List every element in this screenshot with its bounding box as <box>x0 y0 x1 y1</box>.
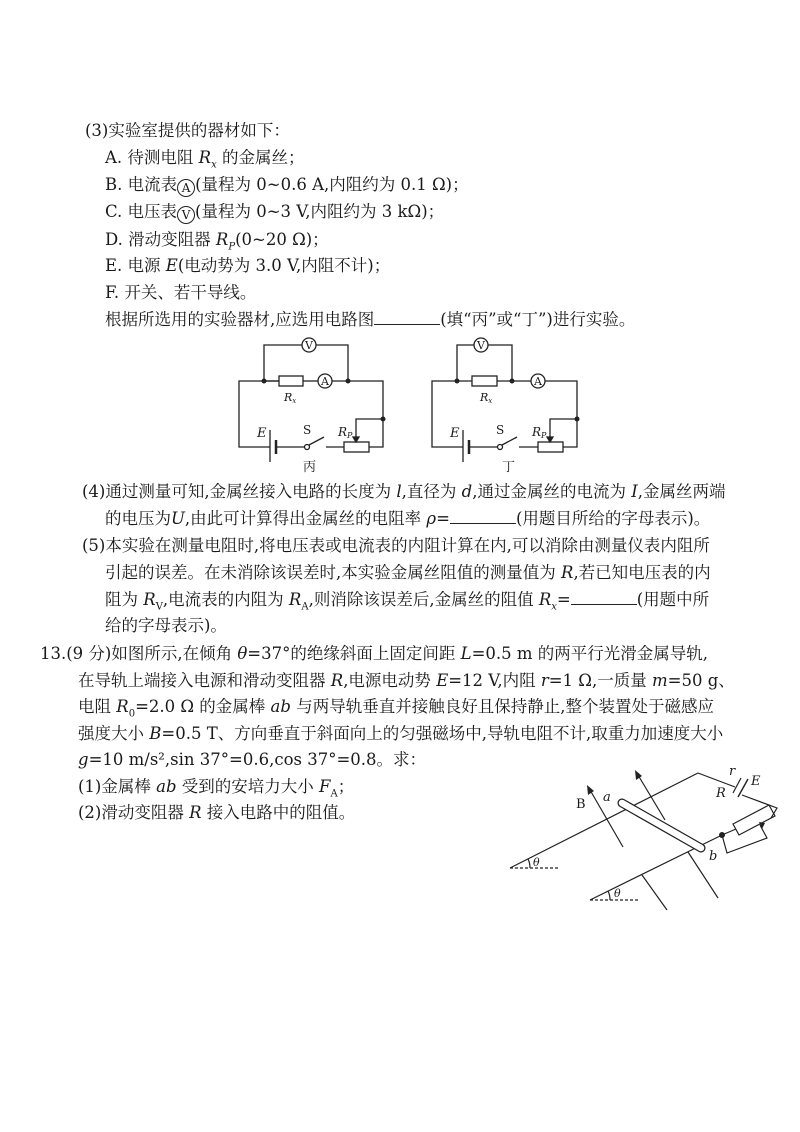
sub: x <box>551 601 557 613</box>
text: 与两导轨垂直并接触良好且保持静止,整个装置处于磁感应 <box>290 697 714 716</box>
slider-arrow <box>547 437 553 442</box>
var: B <box>149 724 162 743</box>
var: r <box>540 671 549 690</box>
q13-line3 <box>78 697 714 724</box>
slider-wire <box>722 825 767 853</box>
text: = <box>436 509 450 528</box>
var: ab <box>270 697 291 716</box>
q4-line2 <box>105 509 710 529</box>
switch-pivot <box>498 445 503 450</box>
node <box>575 417 580 422</box>
text: 电阻 <box>78 697 117 716</box>
q13-line5 <box>78 750 426 770</box>
node <box>346 379 351 384</box>
q13-sub2 <box>78 803 355 823</box>
node <box>455 379 460 384</box>
label-e: E <box>751 774 761 789</box>
var: F <box>319 777 331 796</box>
text: B. 电流表 <box>105 175 178 194</box>
text: (量程为 0~3 V,内阻约为 3 kΩ)； <box>195 202 445 221</box>
q3-item-f: F. 开关、若干导线。 <box>105 283 257 302</box>
angle-arc <box>528 859 530 868</box>
text: A. 待测电阻 <box>105 148 199 167</box>
node <box>262 379 267 384</box>
rheostat <box>733 805 775 835</box>
var: R <box>215 230 229 249</box>
sub: A <box>330 788 338 800</box>
text: (电动势为 3.0 V,内阻不计)； <box>177 256 391 275</box>
text: (用题目所给的字母表示)。 <box>515 509 711 528</box>
rheostat <box>538 442 563 452</box>
text: 的金属丝； <box>216 148 305 167</box>
label-theta: θ <box>533 856 540 869</box>
text: =37°的绝缘斜面上固定间距 <box>247 644 461 663</box>
label: E <box>257 426 267 441</box>
angle-arc <box>608 891 610 900</box>
upper-rail <box>510 773 698 868</box>
label-rx: Rx <box>480 391 493 405</box>
text: =50 g、 <box>667 671 735 690</box>
text: =10 m/s²,sin 37°=0.6,cos 37°=0.8。求： <box>88 750 427 769</box>
caption: 丙 <box>303 460 317 475</box>
text: ,通过金属丝的电流为 <box>472 482 632 501</box>
var: ab <box>156 777 177 796</box>
label-rp: RP <box>338 425 353 440</box>
text: (1)金属棒 <box>78 777 157 796</box>
label-rx: Rx <box>284 391 297 405</box>
q5-line2 <box>105 563 711 583</box>
slider-wire <box>550 419 577 440</box>
var: m <box>651 671 668 690</box>
circuit-ding <box>432 338 577 462</box>
text: ,由此可计算得出金属丝的电阻率 <box>184 509 427 528</box>
var: E <box>165 256 178 275</box>
incline-marks <box>587 770 765 838</box>
text: (4)通过测量可知,金属丝接入电路的长度为 <box>82 482 397 501</box>
q5-line1: (5)本实验在测量电阻时,将电压表或电流表的内阻计算在内,可以消除由测量仪表内阻所 <box>82 536 710 555</box>
text: (2)滑动变阻器 <box>78 803 190 822</box>
q4-line1 <box>82 482 726 502</box>
var: R <box>288 590 302 609</box>
metal-rod-fill <box>622 803 701 848</box>
label: A <box>534 375 542 388</box>
node <box>381 417 386 422</box>
q5-line3 <box>105 590 709 617</box>
text: (填“丙”或“丁”)进行实验。 <box>440 310 636 329</box>
text: 阻为 <box>105 590 144 609</box>
sub: V <box>155 601 163 613</box>
label: V <box>477 339 485 352</box>
circuit-ding-nodes <box>455 379 580 422</box>
text: ,电源电动势 <box>343 671 437 690</box>
label-theta: θ <box>614 887 621 900</box>
rheostat <box>344 442 369 452</box>
var: θ <box>237 644 248 663</box>
var: ρ <box>426 509 437 528</box>
text: 13.(9 分)如图所示,在倾角 <box>40 644 238 663</box>
text: E. 电源 <box>105 256 166 275</box>
var: R <box>189 803 202 822</box>
label-a: a <box>603 790 611 805</box>
text: (量程为 0~0.6 A,内阻约为 0.1 Ω)； <box>195 175 469 194</box>
text: 接入电路中的阻值。 <box>201 803 356 822</box>
switch-blade <box>502 437 517 445</box>
label-r-rheostat: R <box>716 786 726 801</box>
incline-figure <box>510 773 777 910</box>
node <box>719 832 725 838</box>
var: g <box>78 750 89 769</box>
resistor-rx <box>472 376 497 386</box>
var: l <box>396 482 402 501</box>
text: ,则消除该误差后,金属丝的阻值 <box>308 590 539 609</box>
q3-intro: (3)实验室提供的器材如下： <box>85 121 290 140</box>
text: C. 电压表 <box>105 202 178 221</box>
label: E <box>450 426 460 441</box>
var: R <box>561 563 574 582</box>
text: 在导轨上端接入电源和滑动变阻器 <box>78 671 331 690</box>
b-field-line <box>642 875 667 910</box>
var: R <box>330 671 344 690</box>
label-b: b <box>709 849 718 864</box>
text: ,直径为 <box>401 482 462 501</box>
arrow-head <box>635 770 642 780</box>
var: R <box>198 148 212 167</box>
slider-arrow <box>353 437 359 442</box>
text: 受到的安培力大小 <box>176 777 320 796</box>
label: A <box>321 375 329 388</box>
var: E <box>436 671 449 690</box>
label: S <box>303 423 312 437</box>
label: S <box>496 423 505 437</box>
node <box>510 379 515 384</box>
text: = <box>556 590 571 609</box>
text: 根据所选用的实验器材,应选用电路图 <box>105 310 375 329</box>
label-b-field: B <box>576 797 586 812</box>
resistor-rx <box>279 376 303 386</box>
text: =1 Ω,一质量 <box>548 671 652 690</box>
q13-line2 <box>78 671 735 691</box>
text: =2.0 Ω 的金属棒 <box>135 697 271 716</box>
q13-line4 <box>78 724 723 744</box>
text: (用题中所 <box>636 590 710 609</box>
circuit-bing <box>239 338 383 462</box>
switch-blade <box>309 437 324 445</box>
voltmeter-symbol: V <box>177 206 195 224</box>
text: ,电流表的内阻为 <box>162 590 289 609</box>
var: R <box>538 590 552 609</box>
switch-pivot <box>305 445 310 450</box>
text: D. 滑动变阻器 <box>105 230 216 249</box>
var: R <box>143 590 156 609</box>
q13-sub1 <box>78 777 354 804</box>
var: U <box>171 509 185 528</box>
label-rp: RP <box>532 425 547 440</box>
text: 引起的误差。在未消除该误差时,本实验金属丝阻值的测量值为 <box>105 563 561 582</box>
ammeter-symbol: A <box>177 179 195 197</box>
text: =0.5 m 的两平行光滑金属导轨, <box>471 644 709 663</box>
text: 的电压为 <box>105 509 171 528</box>
sub: A <box>301 601 309 613</box>
text: ,金属丝两端 <box>637 482 726 501</box>
label: V <box>305 339 313 352</box>
text: (0~20 Ω)； <box>235 230 329 249</box>
text: ,若已知电压表的内 <box>573 563 711 582</box>
text: ； <box>337 777 355 796</box>
circuit-ding-labels <box>449 339 547 475</box>
text: 强度大小 <box>78 724 150 743</box>
sub: P <box>228 241 236 253</box>
sub: 0 <box>128 708 136 720</box>
battery-plate <box>733 778 741 793</box>
label-r: r <box>729 764 736 779</box>
var: d <box>461 482 473 501</box>
slider-wire <box>356 419 383 440</box>
q13-line1 <box>40 644 708 664</box>
answer-blank[interactable] <box>450 509 516 524</box>
text: =0.5 T、方向垂直于斜面向上的匀强磁场中,导轨电阻不计,取重力加速度大小 <box>161 724 724 743</box>
caption: 丁 <box>502 460 516 475</box>
sub: x <box>211 159 217 171</box>
var: R <box>116 697 129 716</box>
wire <box>742 795 777 818</box>
arrow-head <box>587 785 594 795</box>
var: I <box>631 482 638 501</box>
var: L <box>460 644 472 663</box>
q5-line4: 给的字母表示)。 <box>105 616 227 635</box>
answer-blank[interactable] <box>571 590 637 605</box>
text: =12 V,内阻 <box>448 671 541 690</box>
